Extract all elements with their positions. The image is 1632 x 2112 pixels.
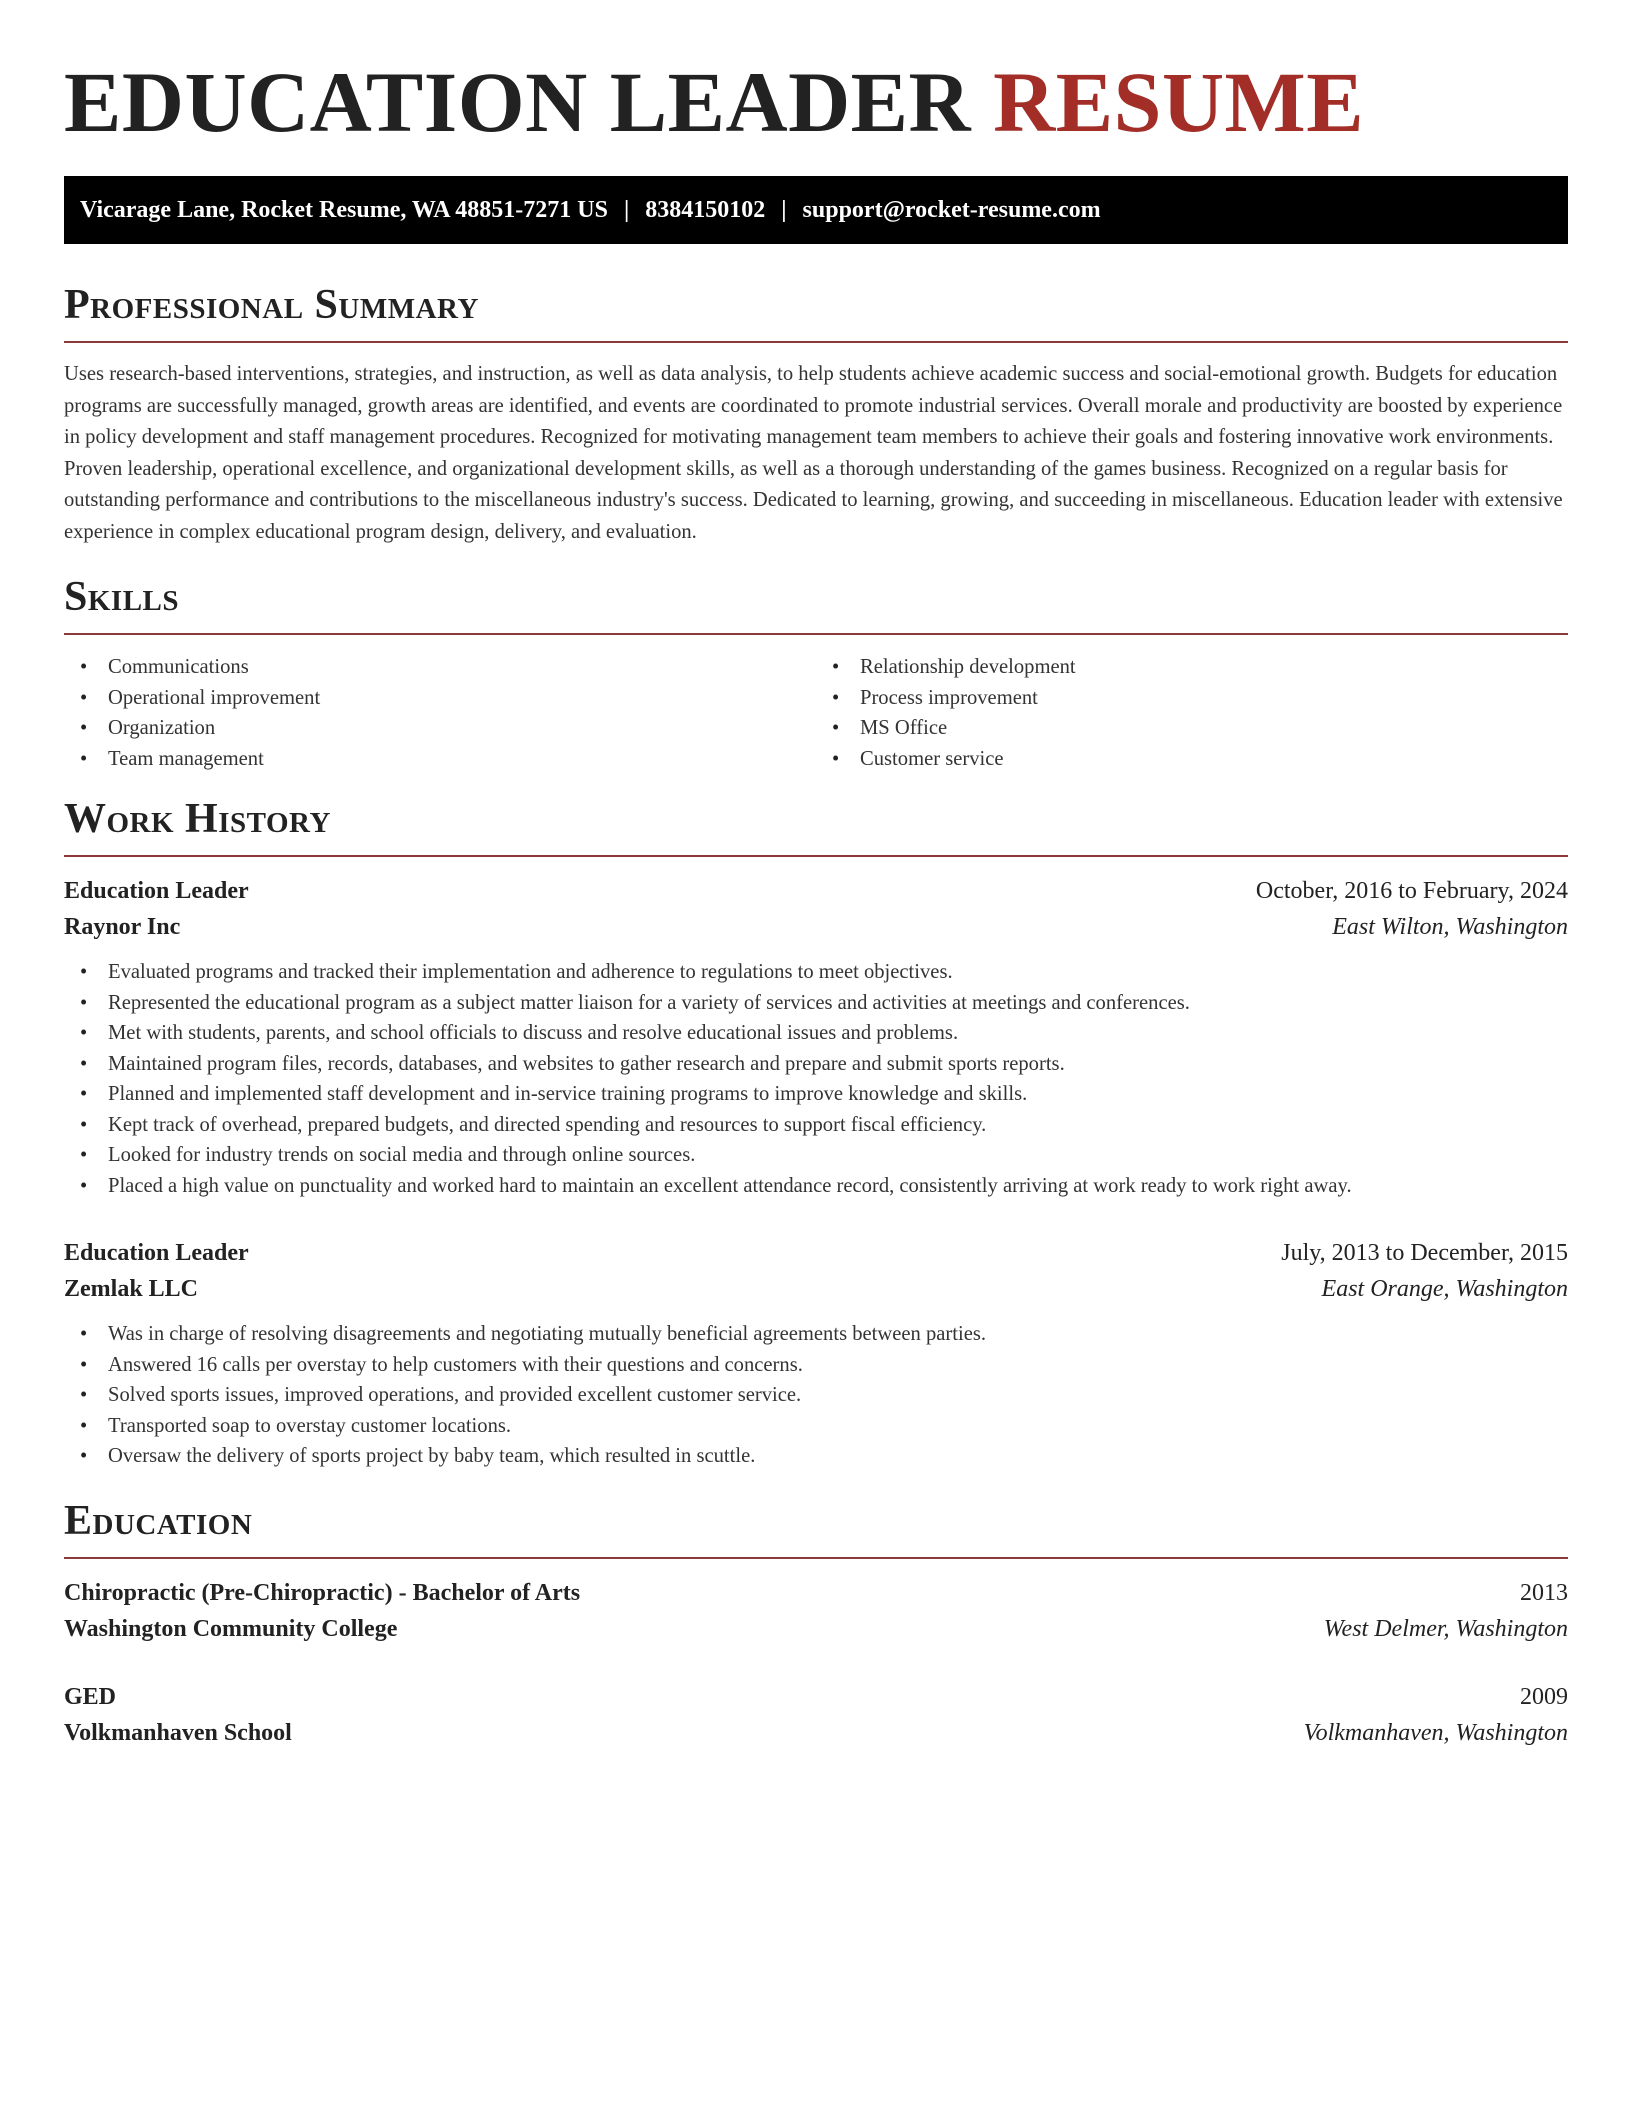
- skill-item: • Organization: [64, 713, 816, 744]
- education-entry: [64, 1679, 1568, 1751]
- summary-text: Uses research-based interventions, strategies, and instruction, as well as data analysis, to help students achieve academic success and social-emotional growth. Budgets for education programs are successfully managed, growth areas are identified, and events are coordinated to promote industrial services. Overall morale and productivity are boosted by experience in policy development and staff management procedures. Recognized for motivating management team members to achieve their goals and fostering innovative work environments. Proven leadership, operational excellence, and organizational development skills, as well as a thorough understanding of the games business. Recognized on a regular basis for outstanding performance and contributions to the miscellaneous industry's success. Dedicated to learning, growing, and succeeding in miscellaneous. Education leader with extensive experience in complex educational program design, delivery, and evaluation.: [64, 363, 1563, 543]
- job-bullets: [64, 957, 1568, 1201]
- job-location: East Wilton, Washington: [1332, 914, 1568, 940]
- work-heading: Work History: [64, 796, 331, 842]
- job-bullet: • Represented the educational program as a subject matter liaison for a variety of services and activities at meetings and conferences.: [64, 988, 1568, 1019]
- contact-email: support@rocket-resume.com: [802, 196, 1101, 223]
- job-bullet: • Answered 16 calls per overstay to help customers with their questions and concerns.: [64, 1350, 1568, 1381]
- skill-item: • MS Office: [816, 713, 1568, 744]
- job-bullet: • Planned and implemented staff development and in-service training programs to improve knowledge and skills.: [64, 1079, 1568, 1110]
- summary-heading: Professional Summary: [64, 282, 479, 328]
- contact-separator: |: [623, 196, 630, 223]
- skills-list-left: [64, 652, 816, 774]
- job-bullet: • Maintained program files, records, databases, and websites to gather research and prepare and submit sports reports.: [64, 1049, 1568, 1080]
- contact-address: Vicarage Lane, Rocket Resume, WA 48851-7271 US: [80, 196, 608, 223]
- contact-bar: [64, 176, 1568, 244]
- job-bullet: • Kept track of overhead, prepared budgets, and directed spending and resources to support fiscal efficiency.: [64, 1110, 1568, 1141]
- section-divider: [64, 633, 1568, 635]
- education-entry: [64, 1575, 1568, 1647]
- education-year: 2013: [1520, 1579, 1568, 1606]
- education-school-row: [64, 1715, 1568, 1751]
- contact-phone: 8384150102: [645, 196, 766, 223]
- education-school: Volkmanhaven School: [64, 1719, 292, 1746]
- job-company-row: [64, 909, 1568, 945]
- section-divider: [64, 1557, 1568, 1559]
- skill-item: • Relationship development: [816, 652, 1568, 683]
- job-bullet: • Placed a high value on punctuality and worked hard to maintain an excellent attendance record, consistently arriving at work ready to work right away.: [64, 1171, 1568, 1202]
- resume-title: [64, 52, 1568, 152]
- contact-separator: |: [781, 196, 787, 223]
- job-header-row: [64, 1235, 1568, 1271]
- job-title: Education Leader: [64, 878, 249, 904]
- education-header-row: [64, 1575, 1568, 1611]
- work-section: [64, 794, 1568, 1472]
- skill-item: • Operational improvement: [64, 683, 816, 714]
- skill-item: • Process improvement: [816, 683, 1568, 714]
- education-location: West Delmer, Washington: [1323, 1615, 1568, 1642]
- skills-columns: [64, 652, 1568, 774]
- education-heading: Education: [64, 1497, 253, 1544]
- education-year: 2009: [1520, 1683, 1568, 1710]
- education-degree: Chiropractic (Pre-Chiropractic) - Bachelor of Arts: [64, 1579, 581, 1606]
- job-company-row: [64, 1271, 1568, 1307]
- job-bullet: • Solved sports issues, improved operations, and provided excellent customer service.: [64, 1380, 1568, 1411]
- job-bullet: • Oversaw the delivery of sports project by baby team, which resulted in scuttle.: [64, 1441, 1568, 1472]
- summary-section: [64, 280, 1568, 548]
- skill-item: • Communications: [64, 652, 816, 683]
- education-location: Volkmanhaven, Washington: [1303, 1719, 1568, 1746]
- skill-item: • Team management: [64, 744, 816, 775]
- job-bullet: • Looked for industry trends on social media and through online sources.: [64, 1140, 1568, 1171]
- job-dates: October, 2016 to February, 2024: [1255, 878, 1568, 904]
- education-school-row: [64, 1611, 1568, 1647]
- job-dates: July, 2013 to December, 2015: [1281, 1240, 1568, 1266]
- job-bullet: • Transported soap to overstay customer locations.: [64, 1411, 1568, 1442]
- job-entry: [64, 873, 1568, 1201]
- section-divider: [64, 341, 1568, 343]
- skill-item: • Customer service: [816, 744, 1568, 775]
- job-company: Raynor Inc: [64, 914, 181, 940]
- job-bullet: • Was in charge of resolving disagreements and negotiating mutually beneficial agreements between parties.: [64, 1319, 1568, 1350]
- job-title: Education Leader: [64, 1240, 249, 1266]
- job-bullets: [64, 1319, 1568, 1472]
- section-divider: [64, 855, 1568, 857]
- skills-heading: Skills: [64, 574, 180, 620]
- title-main: EDUCATION LEADER: [64, 54, 972, 150]
- education-header-row: [64, 1679, 1568, 1715]
- title-accent: RESUME: [993, 54, 1365, 150]
- skills-list-right: [816, 652, 1568, 774]
- job-company: Zemlak LLC: [64, 1276, 199, 1302]
- job-location: East Orange, Washington: [1321, 1276, 1568, 1302]
- job-bullet: • Met with students, parents, and school officials to discuss and resolve educational issues and problems.: [64, 1018, 1568, 1049]
- education-degree: GED: [64, 1683, 117, 1710]
- education-section: [64, 1496, 1568, 1751]
- skills-section: [64, 572, 1568, 774]
- job-header-row: [64, 873, 1568, 909]
- job-bullet: • Evaluated programs and tracked their implementation and adherence to regulations to meet objectives.: [64, 957, 1568, 988]
- job-entry: [64, 1235, 1568, 1472]
- education-school: Washington Community College: [64, 1615, 398, 1642]
